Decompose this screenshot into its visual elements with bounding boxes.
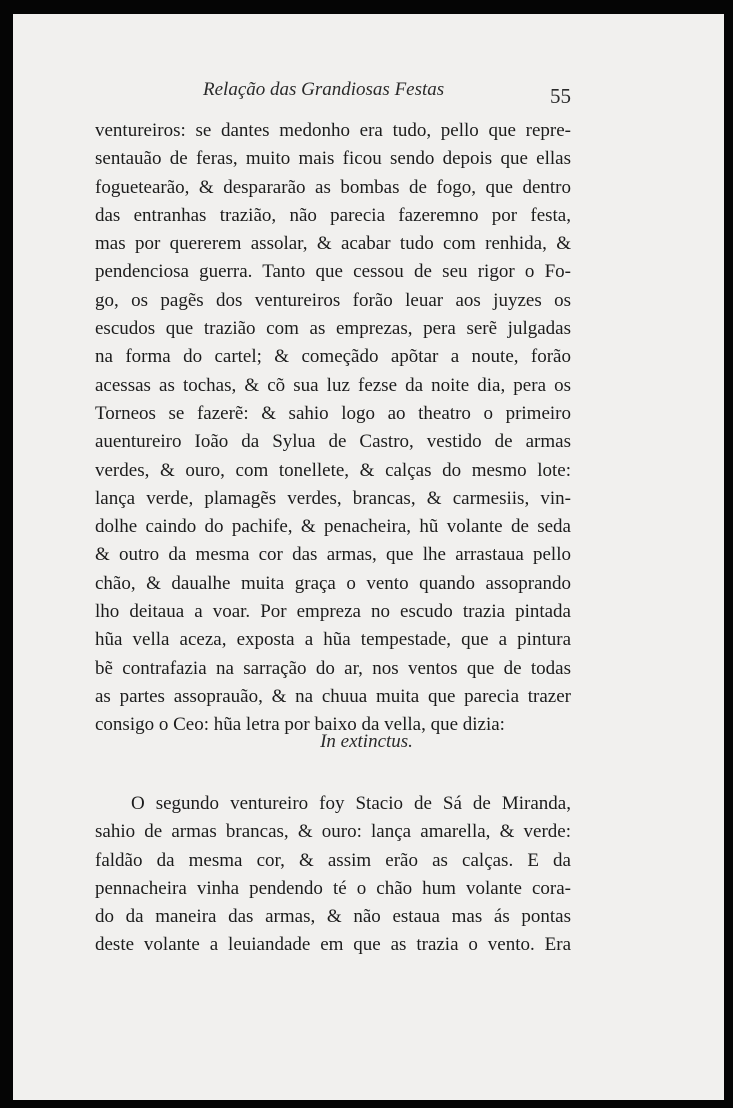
text-line: foguetearão, & despararão as bombas de fogo, que dentro	[95, 176, 571, 198]
text-line: verdes, & ouro, com tonellete, & calças do mesmo lote:	[95, 459, 571, 481]
text-line: bẽ contrafazia na sarração do ar, nos ventos que de todas	[95, 657, 571, 679]
text-line: dolhe caindo do pachife, & penacheira, hũ volante de seda	[95, 516, 571, 538]
text-line: lança verde, plamagẽs verdes, brancas, & carmesiis, vin-	[95, 487, 571, 509]
text-line: acessas as tochas, & cõ sua luz fezse da noite dia, pera os	[95, 374, 571, 396]
page-header	[95, 74, 573, 108]
paragraph-1	[95, 117, 571, 740]
text-line: pennacheira vinha pendendo té o chão hum volante cora-	[95, 877, 571, 899]
text-line: do da maneira das armas, & não estaua mas ás pontas	[95, 906, 571, 928]
text-line: O segundo ventureiro foy Stacio de Sá de Miranda,	[131, 793, 571, 814]
text-line: lho deitaua a voar. Por empreza no escudo trazia pintada	[95, 601, 571, 623]
page-number: 55	[550, 84, 571, 108]
text-line: sahio de armas brancas, & ouro: lança amarella, & verde:	[95, 821, 571, 843]
text-line: na forma do cartel; & começãdo apõtar a noute, forão	[95, 346, 571, 368]
paragraph-2	[95, 790, 571, 960]
text-line: chão, & daualhe muita graça o vento quando assoprando	[95, 572, 571, 594]
text-line: sentauão de feras, muito mais ficou sendo depois que ellas	[95, 148, 571, 170]
scan-border-left	[0, 0, 13, 1108]
motto-inscription: In extinctus.	[320, 731, 413, 752]
text-line: consigo o Ceo: hũa letra por baixo da vella, que dizia:	[95, 714, 505, 736]
text-line: as partes assoprauão, & na chuua muita que parecia trazer	[95, 685, 571, 707]
text-line: Torneos se fazerẽ: & sahio logo ao theatro o primeiro	[95, 402, 571, 424]
text-line: escudos que trazião com as emprezas, pera serẽ julgadas	[95, 318, 571, 340]
text-line: das entranhas trazião, não parecia fazeremno por festa,	[95, 204, 571, 226]
text-line: ventureiros: se dantes medonho era tudo, pello que repre-	[95, 120, 571, 141]
text-line: deste volante a leuiandade em que as trazia o vento. Era	[95, 934, 571, 956]
text-line: hũa vella aceza, exposta a hũa tempestade, que a pintura	[95, 629, 571, 651]
text-line: mas por quererem assolar, & acabar tudo com renhida, &	[95, 233, 571, 255]
running-title: Relação das Grandiosas Festas	[203, 79, 445, 100]
scan-border-bottom	[0, 1100, 733, 1108]
scan-border-right	[724, 0, 733, 1108]
scan-border-top	[0, 0, 733, 14]
text-line: go, os pagẽs dos ventureiros forão leuar aos juyzes os	[95, 289, 571, 311]
text-line: faldão da mesma cor, & assim erão as calças. E da	[95, 849, 571, 871]
text-line: & outro da mesma cor das armas, que lhe arrastaua pello	[95, 544, 571, 566]
text-line: auentureiro Ioão da Sylua de Castro, vestido de armas	[95, 431, 571, 453]
text-line: pendenciosa guerra. Tanto que cessou de seu rigor o Fo-	[95, 261, 571, 283]
